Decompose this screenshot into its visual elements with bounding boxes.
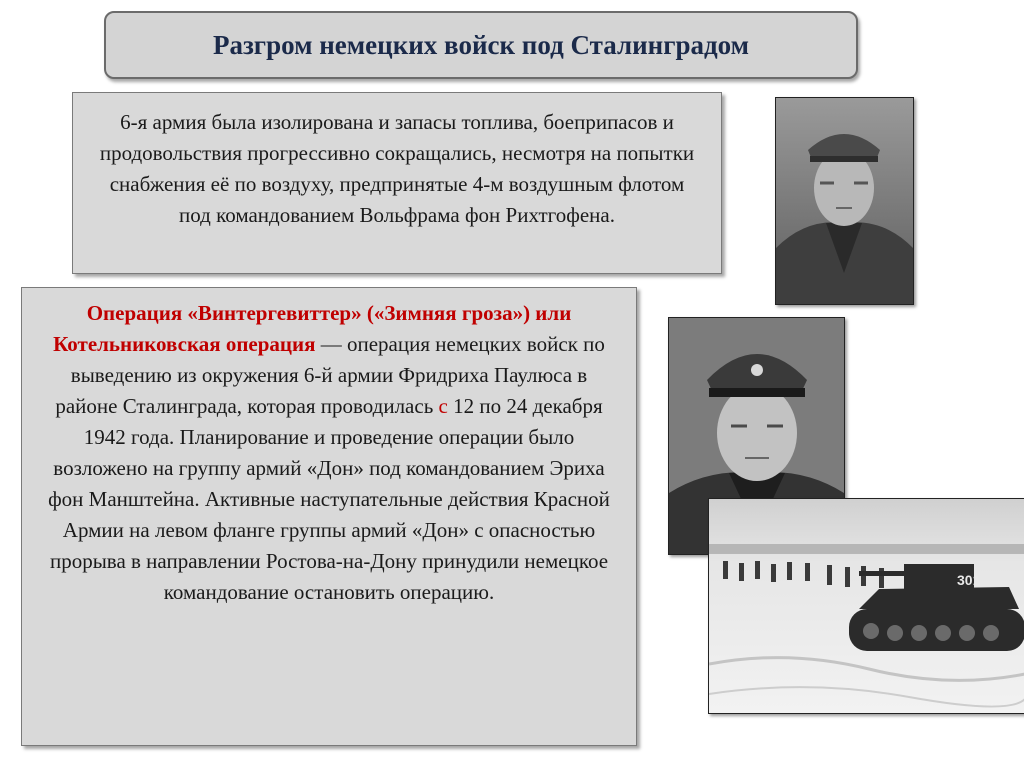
date-preposition-highlight: с — [438, 394, 448, 418]
paragraph-box-1 — [72, 92, 722, 274]
slide-title: Разгром немецких войск под Сталинградом — [212, 29, 750, 60]
winter-tank-photo — [708, 498, 1024, 714]
officer-portrait-photo-1 — [775, 97, 914, 305]
paragraph-2-text-a: — операция немецких войск по выведению из окружения 6-й армии Фридриха Паулюса в районе Сталинграда, которая проводилась — [55, 332, 605, 418]
paragraph-box-2 — [21, 287, 637, 746]
paragraph-2-text-b: 12 по 24 декабря 1942 года. Планирование и проведение операции было возложено на группу армий «Дон» под командованием Эриха фон Манштейна. Активные наступательные действия Красной Армии на левом фланге группы армий «Дон» с опасностью прорыва в направлении Ростова-на-Дону принудили немецкое командование остановить операцию. — [48, 394, 610, 604]
operation-name-highlight: Операция «Винтергевиттер» («Зимняя гроза») или Котельниковская операция — [53, 301, 572, 356]
slide-title-box — [104, 11, 858, 79]
tank-number-label: 301 — [957, 572, 981, 588]
paragraph-1-text: 6-я армия была изолирована и запасы топлива, боеприпасов и продовольствия прогрессивно сокращались, несмотря на попытки снабжения её по воздуху, предпринятые 4-м воздушным флотом под командованием Вольфрама фон Рихтгофена. — [99, 110, 695, 227]
